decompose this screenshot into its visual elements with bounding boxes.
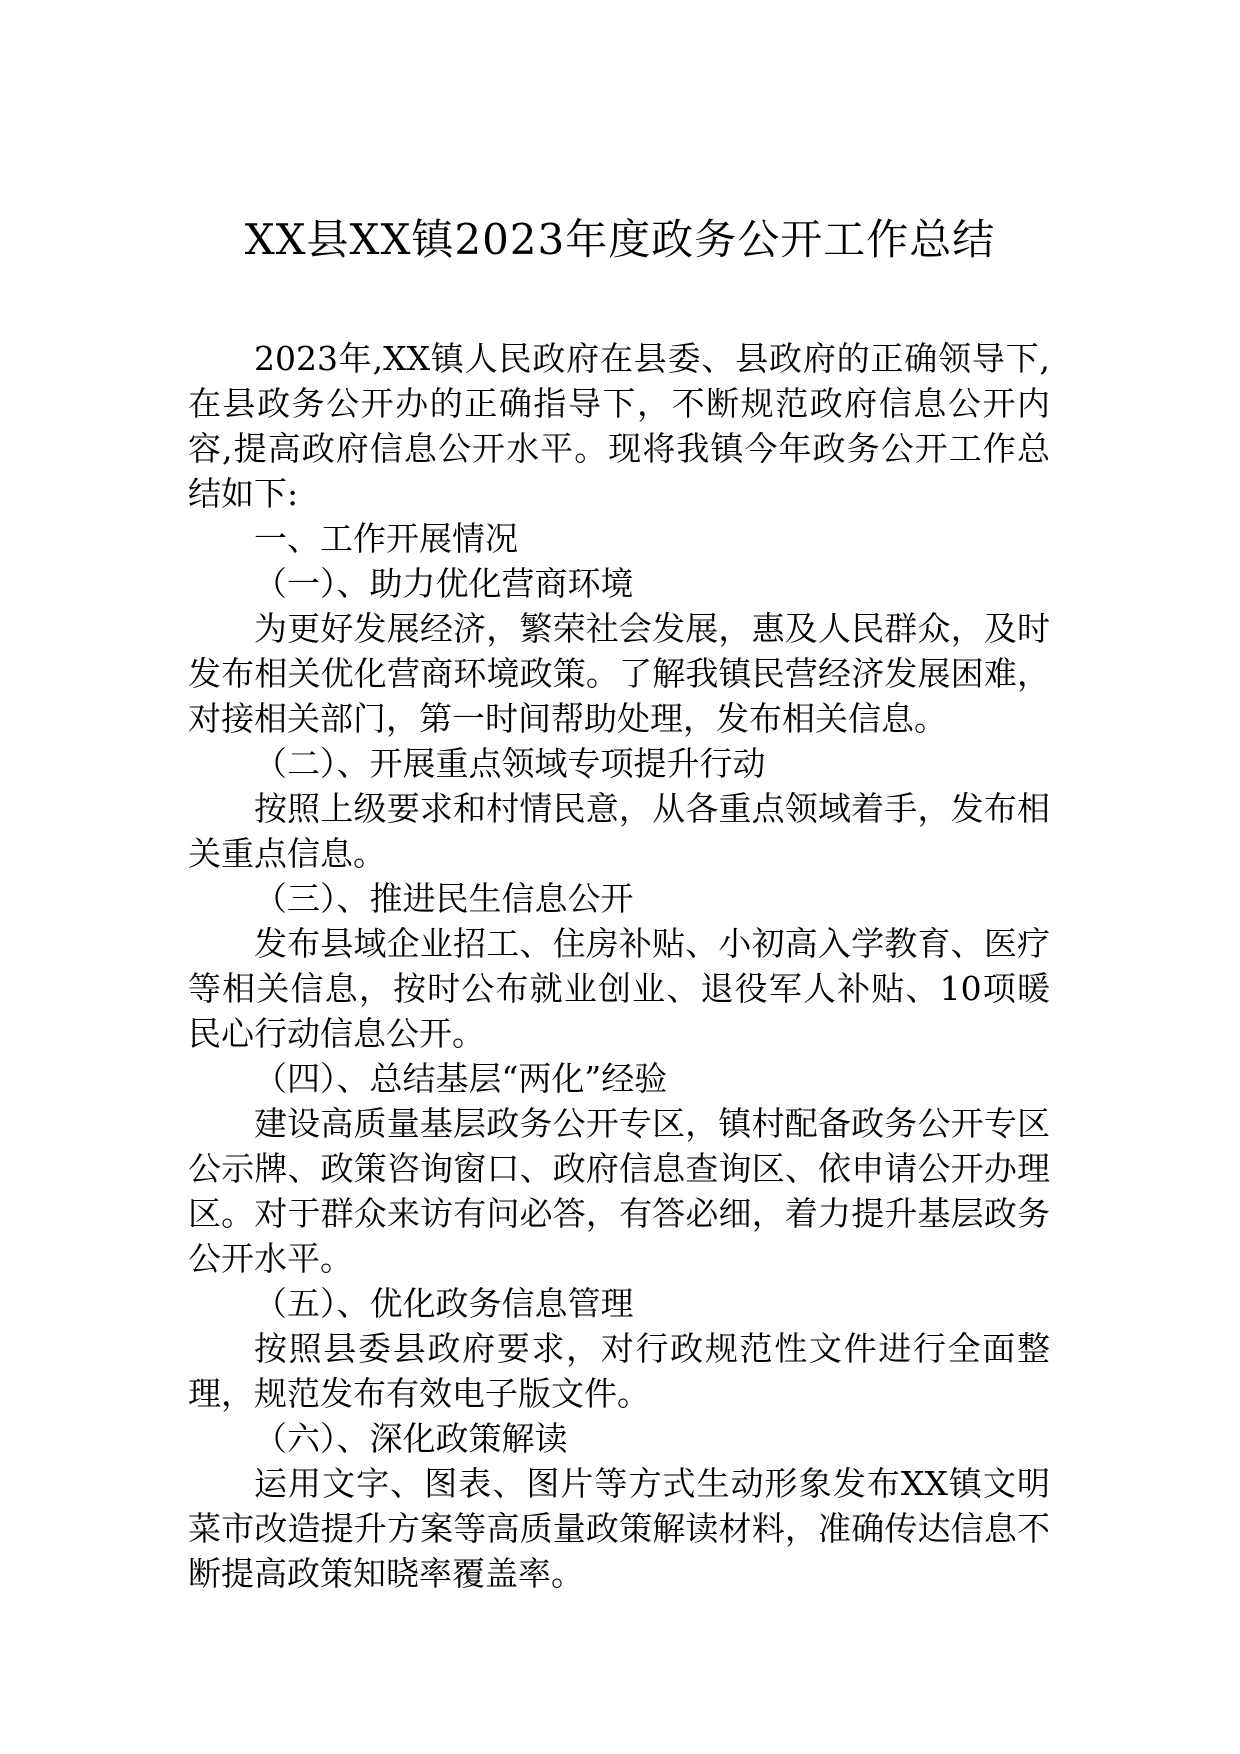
subsection-heading: （三）、推进民生信息公开: [254, 879, 634, 918]
subsection-heading: （二）、开展重点领域专项提升行动: [254, 744, 766, 783]
intro-paragraph: 2023年,XX镇人民政府在县委、县政府的正确领导下,在县政务公开办的正确指导下，不断规范政府信息公开内容,提高政府信息公开水平。现将我镇今年政务公开工作总结如下:: [188, 339, 1050, 513]
subsection-heading: （五）、优化政务信息管理: [254, 1284, 634, 1323]
section-heading: 一、工作开展情况: [254, 519, 518, 558]
subsection-heading: （四）、总结基层“两化”经验: [254, 1059, 668, 1098]
body-paragraph: 运用文字、图表、图片等方式生动形象发布XX镇文明菜市改造提升方案等高质量政策解读材料，准确传达信息不断提高政策知晓率覆盖率。: [188, 1464, 1050, 1593]
body-paragraph: 为更好发展经济，繁荣社会发展，惠及人民群众，及时发布相关优化营商环境政策。了解我镇民营经济发展困难，对接相关部门，第一时间帮助处理，发布相关信息。: [188, 609, 1050, 738]
document-title: XX县XX镇2023年度政务公开工作总结: [244, 215, 996, 264]
subsection-heading: （一）、助力优化营商环境: [254, 564, 634, 603]
body-paragraph: 建设高质量基层政务公开专区，镇村配备政务公开专区公示牌、政策咨询窗口、政府信息查询区、依申请公开办理区。对于群众来访有问必答，有答必细，着力提升基层政务公开水平。: [188, 1104, 1050, 1278]
body-paragraph: 按照上级要求和村情民意，从各重点领域着手，发布相关重点信息。: [188, 789, 1050, 873]
subsection-heading: （六）、深化政策解读: [254, 1419, 568, 1458]
body-paragraph: 按照县委县政府要求，对行政规范性文件进行全面整理，规范发布有效电子版文件。: [188, 1329, 1050, 1413]
document-body: [188, 336, 1050, 1596]
body-paragraph: 发布县域企业招工、住房补贴、小初高入学教育、医疗等相关信息，按时公布就业创业、退役军人补贴、10项暖民心行动信息公开。: [188, 924, 1050, 1053]
